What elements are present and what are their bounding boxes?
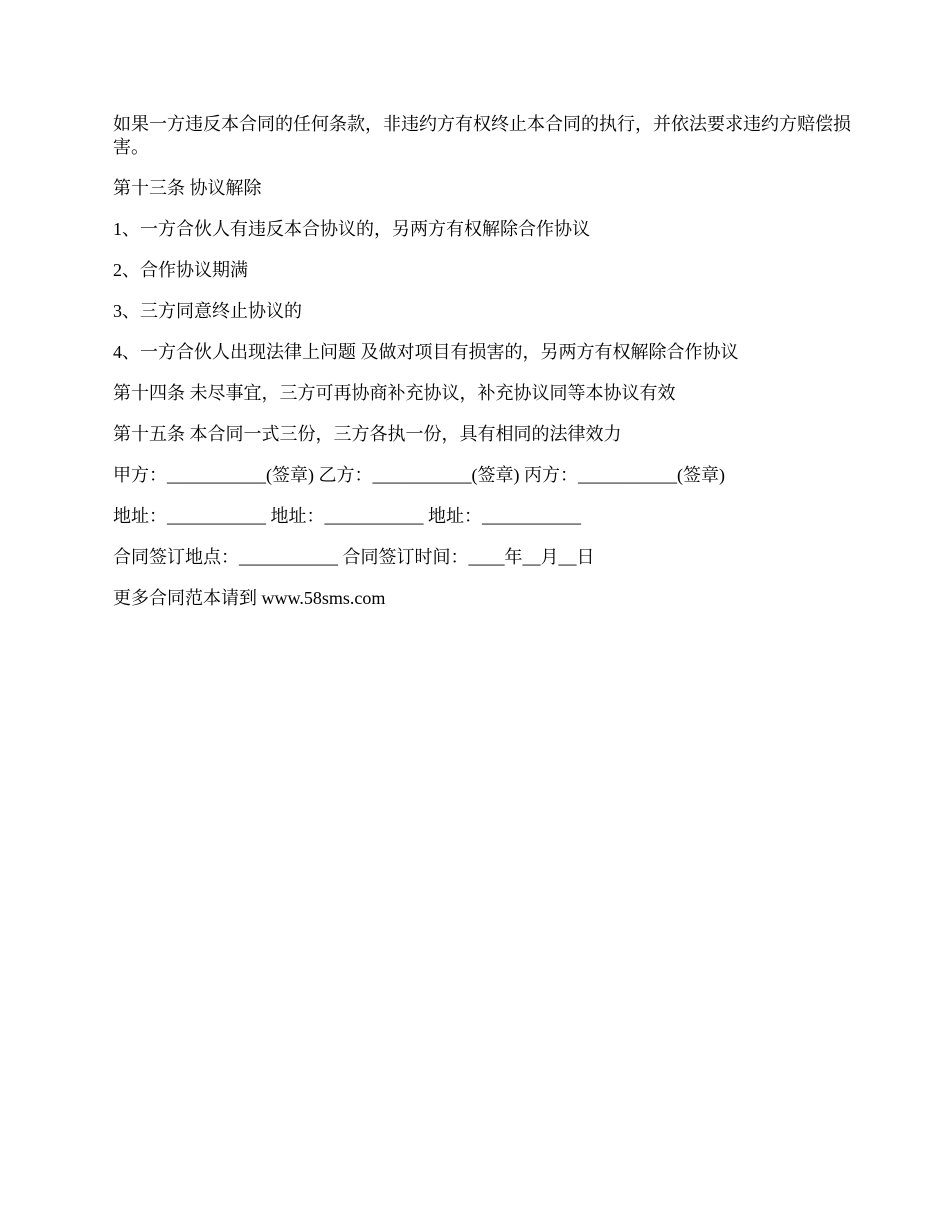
more-templates-line: 更多合同范本请到 www.58sms.com	[113, 588, 386, 608]
article-14-paragraph: 第十四条 未尽事宜，三方可再协商补充协议，补充协议同等本协议有效	[113, 383, 676, 403]
article-13-item-4: 4、一方合伙人出现法律上问题 及做对项目有损害的，另两方有权解除合作协议	[113, 342, 739, 362]
document-body	[113, 113, 853, 628]
article-13-item-1: 1、一方合伙人有违反本合协议的，另两方有权解除合作协议	[113, 219, 590, 239]
address-line: 地址：___________ 地址：___________ 地址：___________	[113, 506, 581, 526]
article-15-paragraph: 第十五条 本合同一式三份，三方各执一份，具有相同的法律效力	[113, 424, 622, 444]
signature-line: 甲方：___________(签章) 乙方：___________(签章) 丙方：___________(签章)	[113, 465, 725, 485]
article-13-heading: 第十三条 协议解除	[113, 178, 262, 198]
article-13-item-3: 3、三方同意终止协议的	[113, 301, 302, 321]
breach-termination-paragraph: 如果一方违反本合同的任何条款，非违约方有权终止本合同的执行，并依法要求违约方赔偿损害。	[113, 114, 851, 157]
signing-place-date-line: 合同签订地点：___________ 合同签订时间：____年__月__日	[113, 547, 595, 567]
article-13-item-2: 2、合作协议期满	[113, 260, 248, 280]
